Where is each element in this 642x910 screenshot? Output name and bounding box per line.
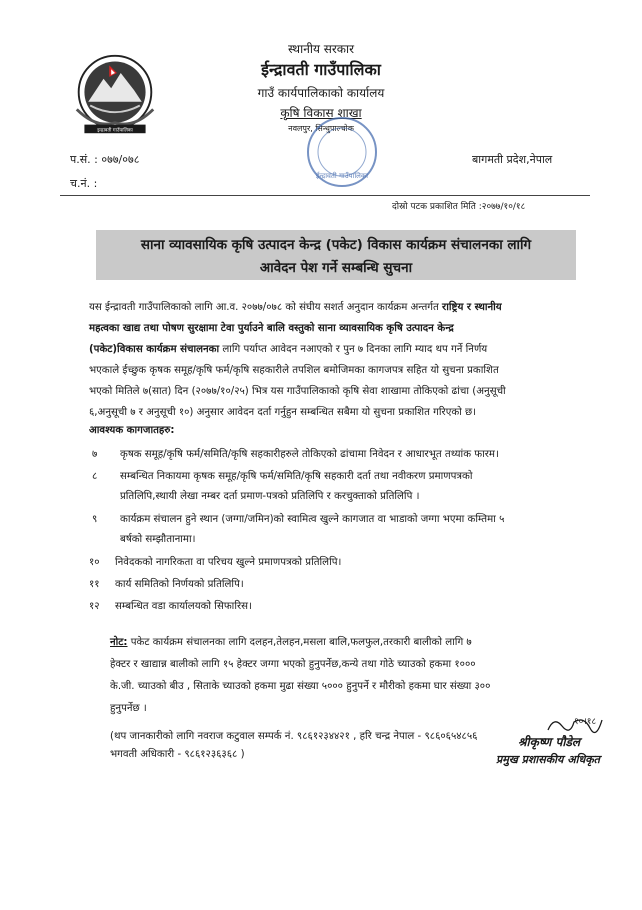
body-text: लागि पर्याप्त आवेदन नआएको र पुन ७ दिनका लागि म्याद थप गर्ने निर्णय <box>219 344 488 355</box>
note-label: नोट: <box>110 637 128 648</box>
office-stamp <box>292 114 392 190</box>
note-line <box>110 634 600 648</box>
item-number: ७ <box>92 449 98 460</box>
notice-title-line-1: साना व्यावसायिक कृषि उत्पादन केन्द्र (पकेट) विकास कार्यक्रम संचालनका लागि <box>140 237 532 253</box>
body-bold-text: महत्वका खाद्य तथा पोषण सुरक्षामा टेवा पुर्याउने बालि वस्तुको साना व्यावसायिक कृषि उत्पादन केन्द्र <box>89 323 454 334</box>
header-address: नवलपुर, सिन्धुपाल्चोक <box>288 124 354 133</box>
header-section-name: कृषि विकास शाखा <box>280 106 362 120</box>
body-line: भएकाले ईच्छुक कृषक समूह/कृषि फर्म/कृषि सहकारीले तपशिल बमोजिमका कागजपत्र सहित यो सुचना प्रकाशित <box>89 365 499 376</box>
item-text: कार्य समितिको निर्णयको प्रतिलिपि। <box>115 579 244 590</box>
item-number: ८ <box>92 471 98 482</box>
emblem-caption: इन्द्रावती गाउँपालिका <box>97 128 133 134</box>
note-line: के.जी. च्याउको बीउ , सिताके च्याउको हकमा मुढा संख्या ५००० हुनुपर्ने र मौरीको हकमा घार संख्या ३०० <box>110 681 491 692</box>
body-line <box>89 320 599 334</box>
header-municipality-name: ईन्द्रावती गाउँपालिका <box>261 60 381 79</box>
header-office-name: गाउँ कार्यपालिकाको कार्यालय <box>257 86 385 100</box>
note-line: हेक्टर र खाद्यान्न बालीको लागि १५ हेक्टर जग्गा भएको हुनुपर्नेछ,कन्ये तथा गोठे च्याउको हकमा १००० <box>110 659 476 670</box>
ps-value: ०७७/०७८ <box>101 153 140 166</box>
cn-label: च.नं. <box>70 177 91 190</box>
item-text: निवेदकको नागरिकता वा परिचय खुल्ने प्रमाणपत्रको प्रतिलिपि। <box>115 557 342 568</box>
ps-label: प.सं. <box>70 153 91 166</box>
reissue-date: दोस्रो पटक प्रकाशित मिति :२०७७/१०/१८ <box>392 202 526 212</box>
contact-line: भगवती अधिकारी - ९८६१२३६३६८ ) <box>110 749 245 760</box>
item-text: सम्बन्धित निकायमा कृषक समूह/कृषि फर्म/समिति/कृषि सहकारी दर्ता तथा नवीकरण प्रमाणपत्रको <box>120 471 473 482</box>
signatory-name: श्रीकृष्ण पौडेल <box>518 735 581 749</box>
body-line: भएको मितिले ७(सात) दिन (२०७७/१०/२५) भित्र यस गाउँपालिकाको कृषि सेवा शाखामा तोकिएको ढांचा (अनुसूची <box>89 386 506 397</box>
notice-title-line-2: आवेदन पेश गर्ने सम्बन्धि सुचना <box>259 260 413 276</box>
item-text: कृषक समूह/कृषि फर्म/समिति/कृषि सहकारीहरुले तोकिएको ढांचामा निवेदन र आधारभूत तथ्यांक फारम। <box>120 449 499 460</box>
item-number: ११ <box>89 579 100 590</box>
item-number: १० <box>89 557 100 568</box>
signatory-title: प्रमुख प्रशासकीय अधिकृत <box>496 753 600 766</box>
body-line <box>89 341 599 355</box>
body-text: यस ईन्द्रावती गाउँपालिकाको लागि आ.व. २०७७/०७८ को संघीय सशर्त अनुदान कार्यक्रम अन्तर्गत <box>89 302 443 313</box>
required-docs-heading: आवश्यक कागजातहरु: <box>89 425 175 436</box>
body-line: ६,अनुसूची ७ र अनुसूची १०) अनुसार आवेदन दर्ता गर्नुहुन सम्बन्धित सबैमा यो सुचना प्रकाशित गरिएको छ। <box>89 407 477 418</box>
note-text: पकेट कार्यक्रम संचालनका लागि दलहन,तेलहन,मसला बालि,फलफुल,तरकारी बालीको लागि ७ <box>127 637 472 648</box>
item-text: सम्बन्धित वडा कार्यालयको सिफारिस। <box>115 601 252 612</box>
stamp-text: ईन्द्रावती गाउँपालिका <box>315 172 369 180</box>
body-bold-text: (पकेट)विकास कार्यक्रम संचालनका <box>89 344 220 355</box>
item-text: कार्यक्रम संचालन हुने स्थान (जग्गा/जमिन)को स्वामित्व खुल्ने कागजात वा भाडाको जग्गा भएमा कम्तिमा ५ <box>120 514 505 525</box>
reference-number: प.सं. : ०७७/०७८ <box>70 153 140 166</box>
item-text: बर्षको सम्झौतानामा। <box>120 534 196 545</box>
body-line <box>89 299 599 313</box>
signature-date: १०।१८ <box>574 717 597 727</box>
contact-line: (थप जानकारीको लागि नवराज कटुवाल सम्पर्क नं. ९८६१२३४४२१ , हरि चन्द्र नेपाल - ९८६०६५४८५६ <box>110 731 478 742</box>
item-text: प्रतिलिपि,स्थायी लेखा नम्बर दर्ता प्रमाण-पत्रको प्रतिलिपि र करचुक्ताको प्रतिलिपि । <box>120 491 420 502</box>
item-number: १२ <box>89 601 100 612</box>
dispatch-number: च.नं. : <box>70 177 98 190</box>
province-label: बागमती प्रदेश,नेपाल <box>472 153 553 166</box>
body-bold-text: राष्ट्रिय र स्थानीय <box>442 302 502 313</box>
header-line-local-government: स्थानीय सरकार <box>288 42 354 56</box>
header-divider <box>60 195 590 196</box>
note-line: हुनुपर्नेछ । <box>110 703 147 714</box>
item-number: ९ <box>92 514 98 525</box>
